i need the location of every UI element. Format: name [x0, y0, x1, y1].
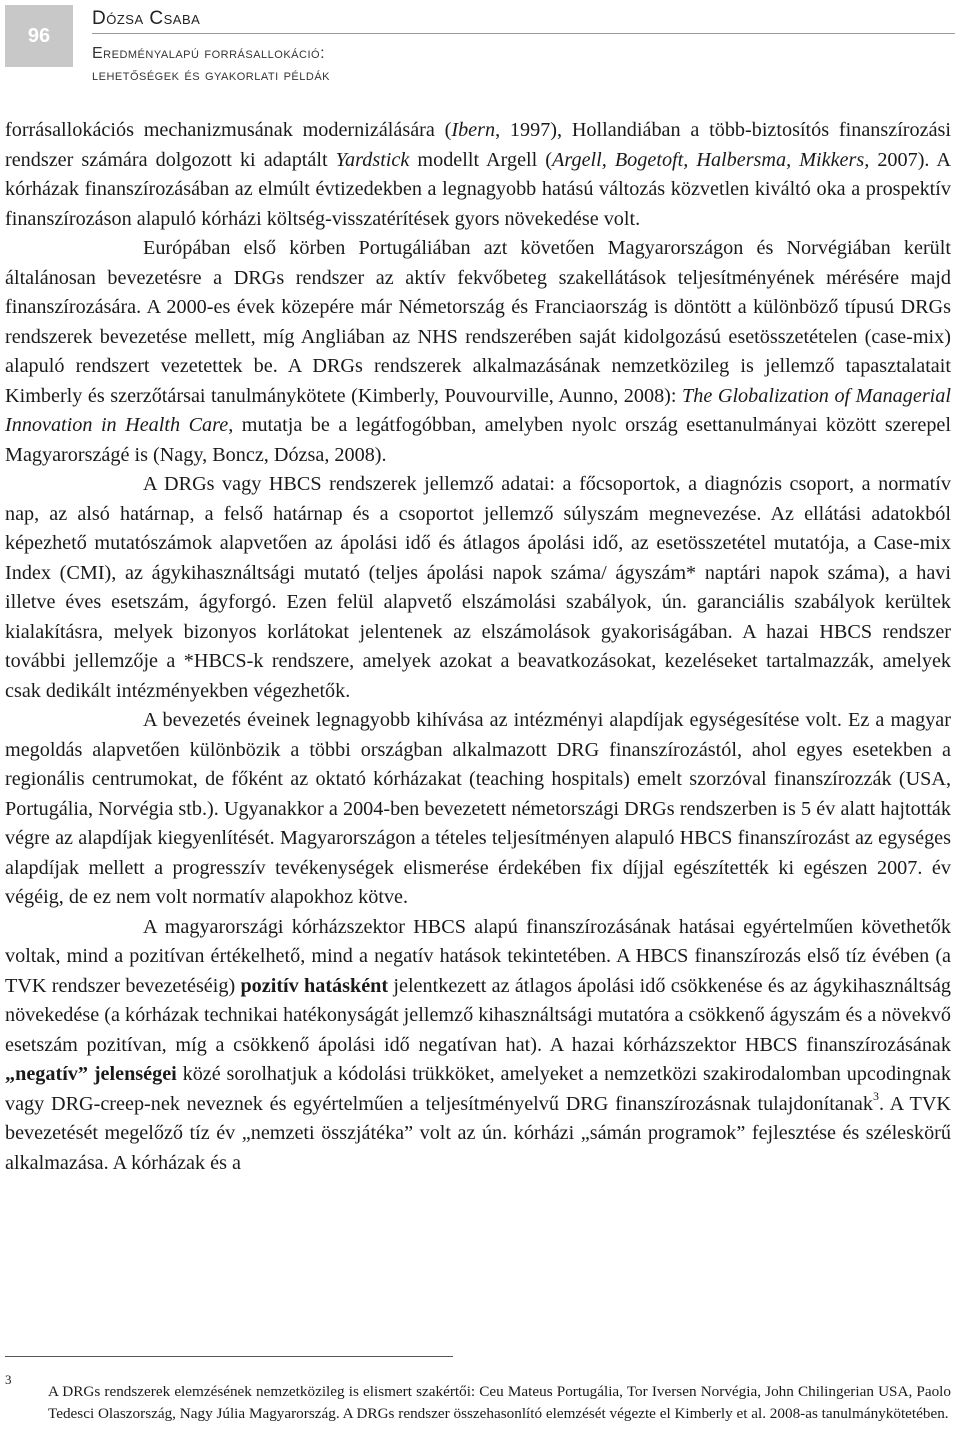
text-run: , 1997), Hollandiában a több-biztosítós finanszírozási rendszer számára dolgozott ki adaptált: [5, 119, 952, 171]
emphasis-negative: „negatív” jelenségei: [5, 1063, 177, 1085]
text-run: . A TVK bevezetését megelőző tíz év „nemzeti összjátéka” volt az ún. kórházi „sámán programok” fejlesztése és széleskörű alkalmazása. A kórházak és a: [5, 1092, 951, 1174]
book-title: The Globalization of Managerial Innovation in Health Care: [5, 384, 951, 436]
footnote-text: A DRGs rendszerek elemzésének nemzetközileg is elismert szakértői: Ceu Mateus Portugália, Tor Iversen Norvégia, John Chilingerian USA, Paolo Tedesci Olaszország, Nagy Júlia Magyarország. A DRGs rendszer összehasonlító elemzését végezte el Kimberly et al. 2008-as tanulmánykötetében.: [48, 1383, 951, 1422]
text-run: forrásallokációs mechanizmusának modernizálására (: [5, 119, 452, 141]
text-run: Európában első körben Portugáliában azt követően Magyarországon és Norvégiában került általánosan bevezetésre a DRGs rendszer az aktív fekvőbeteg szakellátások teljesítményének mérésére majd finanszírozására. A 2000-es évek közepére már Németország és Franciaország is döntött a különböző típusú DRGs rendszerek bevezetése mellett, míg Angliában az NHS rendszerében saját kidolgozású esetösszetételen (case-mix) alapuló rendszert vezetettek be. A DRGs rendszerek alkalmazásának nemzetközileg is jellemző tapasztalatait Kimberly és szerzőtársai tanulmánykötete (Kimberly, Pouvourville, Aunno, 2008):: [5, 237, 951, 407]
header-divider: [92, 33, 955, 34]
text-run: modellt Argell (: [409, 148, 553, 171]
page-number-box: [5, 5, 73, 67]
paragraph-3: A DRGs vagy HBCS rendszerek jellemző adatai: a főcsoportok, a diagnózis csoport, a normatív nap, az alsó határnap, a felső határnap és a csoportot jellemző súlyszám megnevezése. Az ellátási adatokból képezhető mutatószámok alapvetően az ápolási idő és átlagos ápolási idő, az esetösszetétel mutatója, a Case-mix Index (CMI), az ágykihasználtsági mutató (teljes ápolási napok száma/ ágyszám* naptári napok száma), a havi illetve éves esetszám, ágyforgó. Ezen felül alapvető elszámolási szabályok, ún. garanciális szabályok kerültek kialakításra, melyek bizonyos korlátokat jelentenek az elszámolások gyakoriságában. A hazai HBCS rendszer további jellemzője a *HBCS-k rendszere, amelyek azokat a beavatkozásokat, kezeléseket tartalmazzák, amelyek csak dedikált intézményekben végezhetők.: [5, 473, 951, 702]
citation-authors: Argell, Bogetoft, Halbersma, Mikkers,: [552, 148, 870, 171]
footnote-divider: [5, 1356, 453, 1357]
page-number: 96: [27, 24, 51, 47]
model-name: Yardstick: [335, 148, 410, 171]
running-header-author: Dózsa Csaba: [92, 8, 201, 29]
paragraph-2: [5, 234, 951, 470]
footnote-reference[interactable]: 3: [872, 1088, 879, 1103]
citation-author: Ibern: [451, 119, 496, 141]
text-run: jelentkezett az átlagos ápolási idő csökkenése és az ágykihasználtság növekedése (a kórházak technikai hatékonyságát jellemző kihasználtsági mutatóra a csökkenő ágyszám és a növekvő esetszám pozitívan, míg a csökkenő ápolási idő negatívan hat). A hazai kórházszektor HBCS finanszírozásának: [5, 974, 952, 1056]
paragraph-1: [5, 116, 951, 234]
text-run: 2007). A kórházak finanszírozásában az elmúlt évtizedekben a legnagyobb hatású változás közvetlen kiváltó oka a prospektív finanszírozáson alapuló kórházi költség-visszatérítések gyors növekedése volt.: [5, 148, 952, 230]
running-header-title-line1: Eredményalapú forrásallokáció:: [92, 45, 326, 62]
running-header-title: [92, 43, 330, 87]
text-run: A magyarországi kórházszektor HBCS alapú finanszírozásának hatásai egyértelműen követhetők voltak, mind a pozitívan értékelhető, mind a negatív hatások tekintetében. A HBCS finanszírozás első tíz évében (a TVK rendszer bevezetéséig): [5, 915, 951, 997]
text-run: közé sorolhatjuk a kódolási trükköket, amelyeket a nemzetközi szakirodalomban upcodingnak vagy DRG-creep-nek neveznek és egyértelműen a teljesítményelvű DRG finanszírozásnak tulajdonítanak: [5, 1063, 951, 1115]
paragraph-4: A bevezetés éveinek legnagyobb kihívása az intézményi alapdíjak egységesítése volt. Ez a magyar megoldás alapvetően különbözik a többi országban alkalmazott DRG finanszírozástól, ahol egyes esetekben a regionális centrumokat, de főként az oktató kórházakat (teaching hospitals) emelt szorzóval finanszírozzák (USA, Portugália, Norvégia stb.). Ugyanakkor a 2004-ben bevezetett németországi DRGs rendszerben is 5 év alatt hajtották végre az alapdíjak kiegyenlítését. Magyarországon a tételes teljesítményen alapuló HBCS finanszírozást az egységes alapdíjak mellett a progresszív tevékenységek elismerése érdekében fix díjjal egészítették ki egészen 2007. év végéig, de ez nem volt normatív alapokhoz kötve.: [5, 709, 951, 908]
text-run: , mutatja be a legátfogóbban, amelyben nyolc ország esettanulmányai között szerepel Magyarországé is (Nagy, Boncz, Dózsa, 2008).: [5, 414, 951, 466]
emphasis-positive: pozitív hatásként: [240, 974, 389, 997]
running-header-title-line2: lehetőségek és gyakorlati példák: [92, 67, 330, 84]
body-text: [5, 116, 951, 1178]
paragraph-5: [5, 913, 951, 1179]
footnote-mark: 3: [5, 1372, 12, 1387]
